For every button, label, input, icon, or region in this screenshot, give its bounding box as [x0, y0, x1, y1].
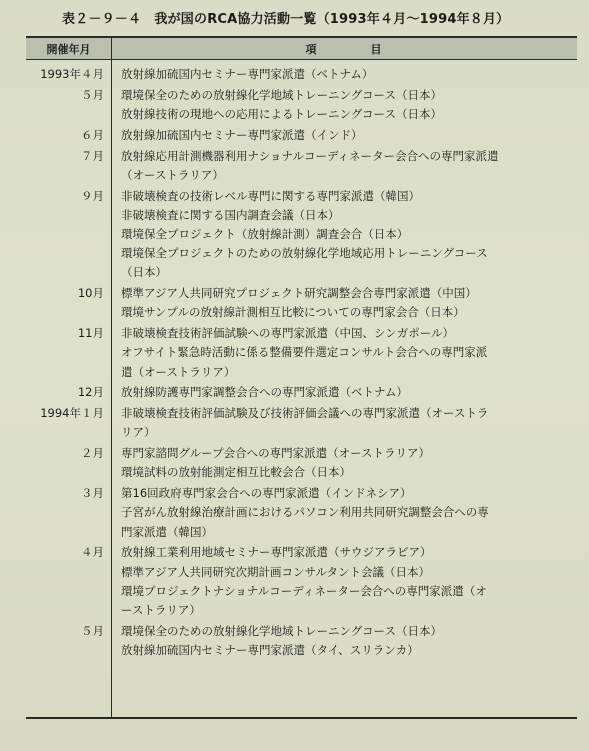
row-item-text: 放射線技術の現地への応用によるトレーニングコース（日本）: [121, 107, 442, 121]
table-header: [26, 38, 577, 60]
row-date: 1993年４月: [40, 67, 104, 81]
row-date: ７月: [81, 148, 104, 163]
row-item-text: リア）: [121, 425, 156, 440]
row-item-text: 放射線加硫国内セミナー専門家派遣（インド）: [121, 127, 363, 142]
row-item-text: 環境保全プロジェクトのための放射線化学地域応用トレーニングコース: [121, 246, 488, 261]
row-item-text: 専門家諮問グループ会合への専門家派遣（オーストラリア）: [121, 446, 431, 461]
row-date: 1994年１月: [40, 406, 104, 421]
row-item-text: 環境サンプルの放射線計測相互比較についての専門家会合（日本）: [121, 305, 465, 320]
row-item-text: 遣（オーストラリア）: [121, 364, 236, 379]
row-item-text: 標準アジア人共同研究プロジェクト研究調整会合専門家派遣（中国）: [121, 286, 477, 301]
row-item-text: オフサイト緊急時活動に係る整備要件選定コンサルト会合への専門家派: [121, 345, 488, 360]
header-items: 項 目: [305, 43, 384, 56]
row-item-text: 門家派遣（韓国）: [121, 524, 213, 539]
row-item-text: 環境保全のための放射線化学地域トレーニングコース（日本）: [121, 623, 442, 638]
row-item-text: 非破壊検査技術評価試験への専門家派遣（中国、シンガポール）: [121, 326, 454, 341]
row-item-text: 放射線防護専門家調整会合への専門家派遣（ベトナム）: [121, 385, 408, 400]
header-date: 開催年月: [46, 43, 91, 56]
row-item-text: 環境プロジェクトナショナルコーディネーター会合への専門家派遣（オ: [121, 583, 487, 598]
row-date: ５月: [81, 87, 104, 102]
row-date: 10月: [77, 286, 104, 301]
row-item-text: （日本）: [121, 265, 167, 280]
row-item-text: 放射線加硫国内セミナー専門家派遣（ベトナム）: [121, 67, 374, 81]
row-item-text: 非破壊検査に関する国内調査会議（日本）: [121, 207, 340, 222]
row-item-text: 標準アジア人共同研究次期計画コンサルタント会議（日本）: [121, 564, 431, 579]
row-item-text: 非破壊検査の技術レベル専門に関する専門家派遣（韓国）: [121, 188, 420, 203]
row-item-text: 環境保全プロジェクト（放射線計測）調査会合（日本）: [121, 227, 409, 241]
row-date: 11月: [77, 326, 104, 341]
column-divider: [111, 38, 112, 717]
row-date: ２月: [81, 446, 104, 461]
row-item-text: （オーストラリア）: [121, 167, 224, 182]
table-title: 表２－９－４ 我が国のRCA協力活動一覧（1993年４月～1994年８月）: [62, 12, 510, 27]
activity-table: [26, 36, 577, 719]
row-item-text: 放射線応用計測機器利用ナショナルコーディネーター会合への専門家派遣: [121, 148, 499, 163]
row-item-text: 第16回政府専門家会合への専門家派遣（インドネシア）: [121, 486, 412, 501]
row-item-text: 子宮がん放射線治療計画におけるパソコン利用共同研究調整会合への専: [121, 505, 489, 520]
row-item-text: ーストラリア）: [121, 603, 201, 617]
row-item-text: 環境保全のための放射線化学地域トレーニングコース（日本）: [121, 87, 442, 102]
row-date: 12月: [77, 385, 104, 400]
row-item-text: 放射線加硫国内セミナー専門家派遣（タイ、スリランカ）: [121, 643, 419, 657]
row-date: ６月: [81, 127, 104, 142]
row-date: ３月: [81, 486, 104, 501]
row-item-text: 環境試料の放射能測定相互比較会合（日本）: [121, 465, 351, 480]
row-item-text: 非破壊検査技術評価試験及び技術評価会議への専門家派遣（オーストラ: [121, 406, 489, 421]
row-item-text: 放射線工業利用地域セミナー専門家派遣（サウジアラビア）: [121, 545, 432, 560]
row-date: ９月: [81, 188, 104, 203]
row-date: ５月: [81, 623, 104, 638]
row-date: ４月: [81, 545, 104, 560]
